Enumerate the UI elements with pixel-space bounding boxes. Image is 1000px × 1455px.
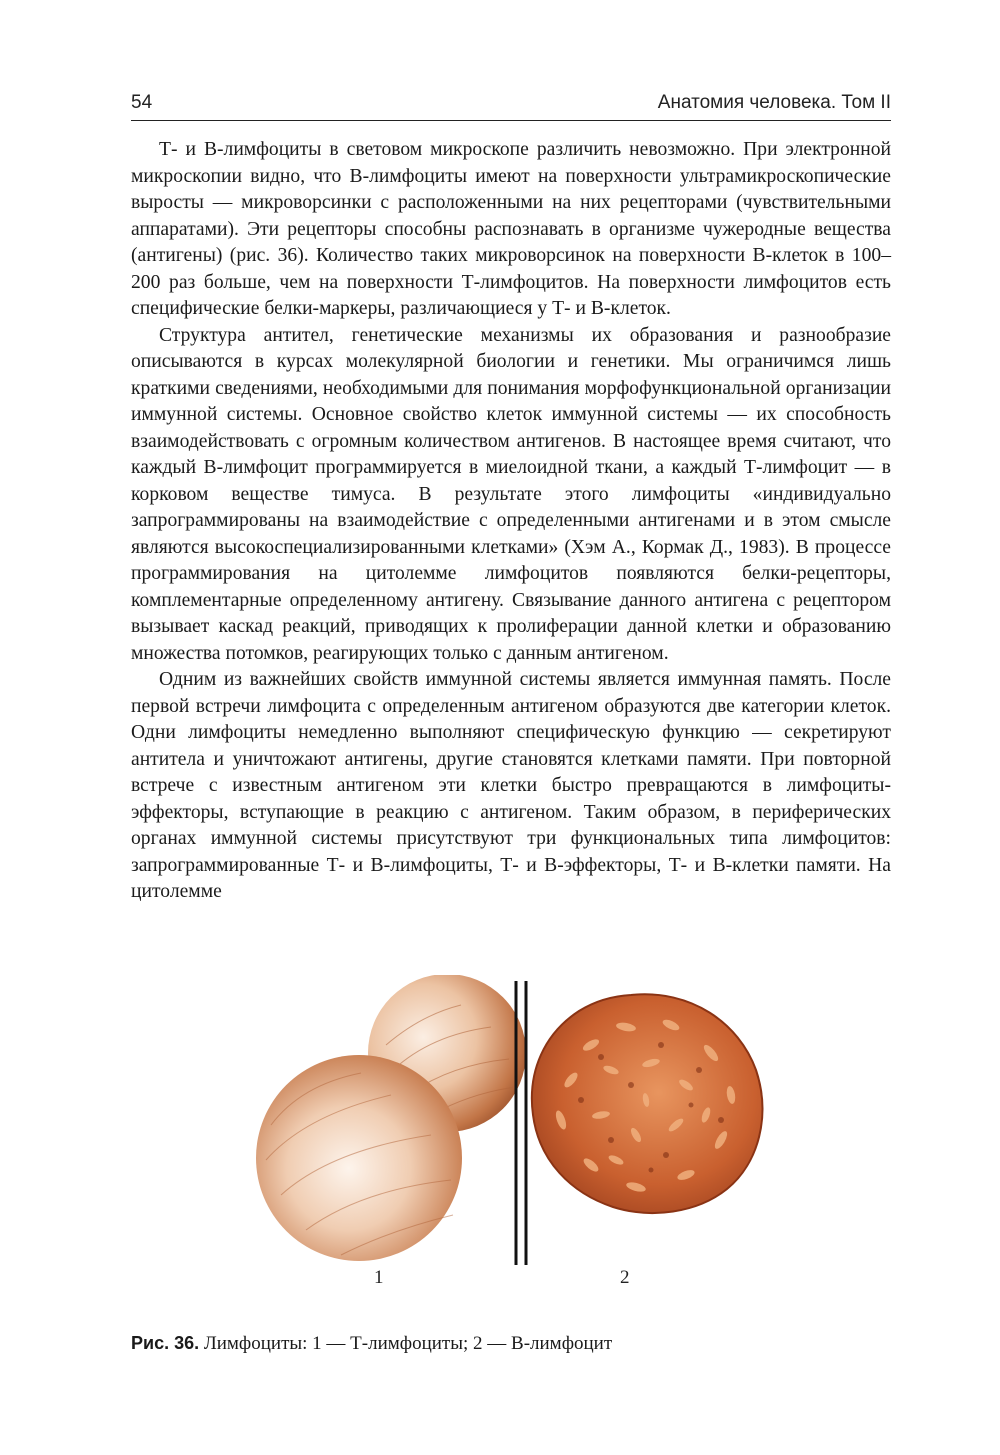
body-text <box>131 137 891 906</box>
page-number: 54 <box>131 92 153 113</box>
paragraph-1: Т- и В-лимфоциты в световом микроскопе различить невозможно. При электронной микроскопии видно, что В-лимфоциты имеют на поверхности ультрамикроскопические выросты — микроворсинки с расположенными на них рецепторами (чувствительными аппаратами). Эти рецепторы способны распознавать в организме чужеродные вещества (антигены) (рис. 36). Количество таких микроворсинок на поверхности В-клеток в 100–200 раз больше, чем на поверхности Т-лимфоцитов. На поверхности лимфоцитов есть специфические белки-маркеры, различающиеся у Т- и В-клеток. <box>131 139 891 319</box>
panel-label-2: 2 <box>620 1267 630 1288</box>
paragraph-2: Структура антител, генетические механизмы их образования и разнообразие описываются в курсах молекулярной биологии и генетики. Мы ограничимся лишь краткими сведениями, необходимыми для понимания морфофункциональной организации иммунной системы. Основное свойство клеток иммунной системы — их способность взаимодействовать с огромным количеством антигенов. В настоящее время считают, что каждый В-лимфоцит программируется в миелоидной ткани, а каждый Т-лимфоцит — в корковом веществе тимуса. В результате этого лимфоциты «индивидуально запрограммированы на взаимодействие с определенными антигенами и в этом смысле являются высокоспециализированными клетками» (Хэм А., Кормак Д., 1983). В процессе программирования на цитолемме лимфоцитов появляются белки-рецепторы, комплементарные определенному антигену. Связывание данного антигена с рецептором вызывает каскад реакций, приводящих к пролиферации данной клетки и образованию множества потомков, реагирующих только с данным антигеном. <box>131 324 891 664</box>
figure-caption <box>131 1333 891 1355</box>
b-lymphocyte-drawing <box>532 994 763 1213</box>
paragraph-3: Одним из важнейших свойств иммунной системы является иммунная память. После первой встречи лимфоцита с определенным антигеном образуются две категории клеток. Одни лимфоциты немедленно выполняют специфическую функцию — секретируют антитела и уничтожают антигены, другие становятся клетками памяти. При повторной встрече с известным антигеном эти клетки быстро превращаются в лимфоциты-эффекторы, вступающие в реакцию с антигеном. Таким образом, в периферических органах иммунной системы присутствуют три функциональных типа лимфоцитов: запрограммированные Т- и В-лимфоциты, Т- и В-эффекторы, Т- и В-клетки памяти. На цитолемме <box>131 669 891 902</box>
t-lymphocyte-front <box>256 1055 462 1261</box>
panel-label-1: 1 <box>374 1267 384 1288</box>
book-title: Анатомия человека. Том II <box>657 92 891 113</box>
running-header <box>131 90 891 121</box>
caption-text: Лимфоциты: 1 — Т-лимфоциты; 2 — В-лимфоцит <box>199 1333 613 1354</box>
lymphocyte-illustration <box>131 975 891 1265</box>
caption-label: Рис. 36. <box>131 1333 200 1353</box>
t-lymphocytes-drawing <box>256 975 526 1261</box>
figure-36 <box>131 975 891 1315</box>
